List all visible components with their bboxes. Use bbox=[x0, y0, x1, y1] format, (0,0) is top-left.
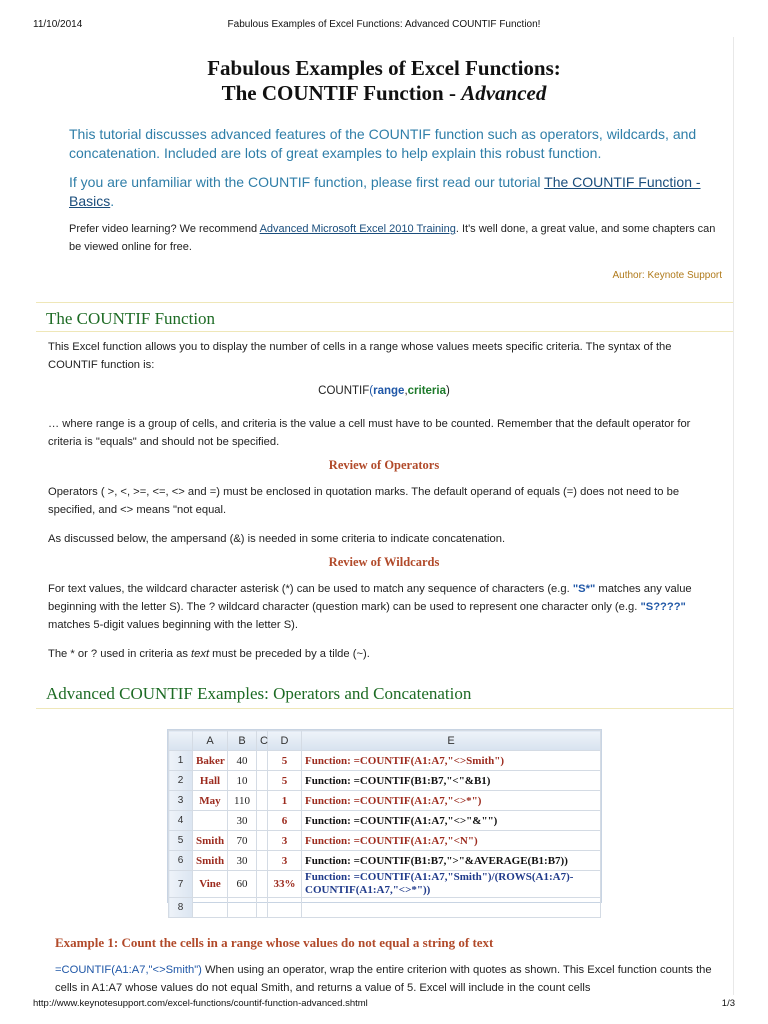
tilde-text: must be preceded by a tilde (~). bbox=[209, 648, 370, 660]
syntax-range: range bbox=[373, 385, 405, 397]
wildcards-paragraph bbox=[48, 580, 720, 634]
cell-name bbox=[193, 898, 228, 918]
select-all-corner bbox=[169, 731, 193, 751]
wildcard-example-s-star: "S*" bbox=[572, 583, 596, 595]
tilde-text-italic: text bbox=[191, 648, 210, 660]
cell-result: 5 bbox=[268, 751, 302, 771]
cell-result: 1 bbox=[268, 791, 302, 811]
row-number: 1 bbox=[169, 751, 193, 771]
cell-value: 70 bbox=[228, 831, 257, 851]
page-title-line2 bbox=[0, 81, 768, 106]
cell-empty bbox=[257, 831, 268, 851]
spreadsheet-row bbox=[169, 851, 601, 871]
spreadsheet-row bbox=[169, 898, 601, 918]
print-page-number: 1/3 bbox=[721, 998, 735, 1009]
section-divider bbox=[36, 708, 733, 709]
spreadsheet-row bbox=[169, 771, 601, 791]
excel-training-link[interactable]: Advanced Microsoft Excel 2010 Training bbox=[259, 223, 456, 235]
row-number: 5 bbox=[169, 831, 193, 851]
cell-result: 33% bbox=[268, 871, 302, 898]
ampersand-paragraph: As discussed below, the ampersand (&) is needed in some criteria to indicate concatenation. bbox=[48, 533, 506, 545]
cell-empty bbox=[257, 791, 268, 811]
cell-result: 3 bbox=[268, 851, 302, 871]
intro-paragraph-3 bbox=[69, 220, 729, 256]
spreadsheet-row bbox=[169, 811, 601, 831]
wildcard-example-s-question: "S????" bbox=[640, 601, 686, 613]
author-credit: Author: Keynote Support bbox=[612, 270, 722, 281]
intro-p3-text: Prefer video learning? We recommend bbox=[69, 223, 260, 235]
spreadsheet-row bbox=[169, 831, 601, 851]
column-header: E bbox=[302, 731, 601, 751]
cell-function bbox=[302, 898, 601, 918]
column-header: C bbox=[257, 731, 268, 751]
cell-result: 6 bbox=[268, 811, 302, 831]
intro-p3-end: . It's well done, a great value, and some chapters can be viewed online for free. bbox=[69, 223, 716, 253]
cell-empty bbox=[257, 751, 268, 771]
section-heading-countif: The COUNTIF Function bbox=[46, 309, 216, 328]
section-divider bbox=[36, 302, 733, 303]
cell-name: Baker bbox=[193, 751, 228, 771]
cell-name: Smith bbox=[193, 851, 228, 871]
cell-value: 30 bbox=[228, 811, 257, 831]
example-1-text bbox=[55, 961, 720, 997]
row-number: 3 bbox=[169, 791, 193, 811]
cell-empty bbox=[257, 771, 268, 791]
page-title-line1: Fabulous Examples of Excel Functions: bbox=[207, 56, 561, 80]
cell-value bbox=[228, 898, 257, 918]
tilde-text: The * or ? used in criteria as bbox=[48, 648, 192, 660]
column-header: A bbox=[193, 731, 228, 751]
cell-result: 5 bbox=[268, 771, 302, 791]
cell-empty bbox=[257, 811, 268, 831]
cell-name: May bbox=[193, 791, 228, 811]
page-title bbox=[0, 56, 768, 106]
intro-p2-text: If you are unfamiliar with the COUNTIF function, please first read our tutorial bbox=[69, 174, 545, 190]
cell-function: Function: =COUNTIF(A1:A7,"<N") bbox=[302, 831, 601, 851]
spreadsheet-table bbox=[168, 730, 601, 918]
row-number: 4 bbox=[169, 811, 193, 831]
cell-value: 40 bbox=[228, 751, 257, 771]
syntax-criteria: criteria bbox=[407, 385, 446, 397]
example-1-explanation: When using an operator, wrap the entire criterion with quotes as shown. This Excel function counts the cells in A1:A7 whose values do not equal Smith, and returns a value of 5. Excel will include in the count cells bbox=[55, 964, 712, 994]
print-footer bbox=[0, 995, 768, 1024]
cell-result: 3 bbox=[268, 831, 302, 851]
cell-function: Function: =COUNTIF(B1:B7,"<"&B1) bbox=[302, 771, 601, 791]
syntax-function-name: COUNTIF bbox=[318, 385, 370, 397]
spreadsheet-row bbox=[169, 871, 601, 898]
tilde-paragraph bbox=[48, 645, 720, 663]
example-1-code: =COUNTIF(A1:A7,"<>Smith") bbox=[55, 964, 202, 976]
wildcards-heading: Review of Wildcards bbox=[328, 555, 440, 569]
cell-result bbox=[268, 898, 302, 918]
cell-name: Vine bbox=[193, 871, 228, 898]
spreadsheet-row bbox=[169, 791, 601, 811]
section-heading-advanced-examples: Advanced COUNTIF Examples: Operators and Concatenation bbox=[46, 684, 472, 703]
cell-function: Function: =COUNTIF(A1:A7,"Smith")/(ROWS(A1:A7)-COUNTIF(A1:A7,"<>*")) bbox=[302, 871, 601, 898]
print-header bbox=[0, 0, 768, 28]
intro-p2-end: . bbox=[110, 193, 115, 209]
row-number: 7 bbox=[169, 871, 193, 898]
countif-basics-link[interactable]: The COUNTIF Function - Basics bbox=[69, 174, 701, 209]
intro-paragraph-1: This tutorial discusses advanced features of the COUNTIF function such as operators, wildcards, and concatenation. Included are lots of great examples to help explain this robust function. bbox=[69, 126, 697, 161]
operators-paragraph: Operators ( >, <, >=, <=, <> and =) must be enclosed in quotation marks. The default operand of equals (=) does not need to be specified, and <> means "not equal. bbox=[48, 486, 680, 516]
column-header: B bbox=[228, 731, 257, 751]
cell-empty bbox=[257, 851, 268, 871]
cell-value: 60 bbox=[228, 871, 257, 898]
syntax-close-paren: ) bbox=[446, 385, 450, 397]
page-title-advanced: Advanced bbox=[461, 81, 547, 105]
row-number: 8 bbox=[169, 898, 193, 918]
cell-function: Function: =COUNTIF(A1:A7,"<>*") bbox=[302, 791, 601, 811]
cell-function: Function: =COUNTIF(B1:B7,">"&AVERAGE(B1:B7)) bbox=[302, 851, 601, 871]
cell-name: Hall bbox=[193, 771, 228, 791]
cell-name: Smith bbox=[193, 831, 228, 851]
syntax-open-paren: ( bbox=[369, 385, 374, 397]
print-url: http://www.keynotesupport.com/excel-functions/countif-function-advanced.shtml bbox=[33, 998, 368, 1009]
cell-function: Function: =COUNTIF(A1:A7,"<>Smith") bbox=[302, 751, 601, 771]
wildcards-text: For text values, the wildcard character asterisk (*) can be used to match any sequence of characters (e.g. bbox=[48, 583, 573, 595]
syntax-comma: , bbox=[404, 385, 408, 397]
cell-empty bbox=[257, 898, 268, 918]
cell-value: 30 bbox=[228, 851, 257, 871]
countif-syntax bbox=[0, 385, 768, 397]
page-title-line2-text: The COUNTIF Function - bbox=[221, 81, 462, 105]
spreadsheet-header-row bbox=[169, 731, 601, 751]
spreadsheet-row bbox=[169, 751, 601, 771]
cell-empty bbox=[257, 871, 268, 898]
print-title: Fabulous Examples of Excel Functions: Advanced COUNTIF Function! bbox=[227, 19, 541, 30]
spreadsheet-image bbox=[167, 729, 602, 913]
section-divider bbox=[36, 331, 733, 332]
row-number: 6 bbox=[169, 851, 193, 871]
print-date: 11/10/2014 bbox=[33, 19, 83, 30]
column-header: D bbox=[268, 731, 302, 751]
cell-value: 10 bbox=[228, 771, 257, 791]
range-criteria-explanation: … where range is a group of cells, and criteria is the value a cell must have to be counted. Remember that the default operator for criteria is "equals" and should not be specified. bbox=[48, 418, 691, 448]
intro-paragraph-2 bbox=[69, 173, 729, 211]
cell-function: Function: =COUNTIF(A1:A7,"<>"&"") bbox=[302, 811, 601, 831]
operators-heading: Review of Operators bbox=[328, 458, 440, 472]
cell-value: 110 bbox=[228, 791, 257, 811]
wildcards-text: matches any value beginning with the letter S). The ? wildcard character (question mark) can be used to represent one character only (e.g. bbox=[48, 583, 692, 613]
row-number: 2 bbox=[169, 771, 193, 791]
example-1-heading: Example 1: Count the cells in a range whose values do not equal a string of text bbox=[55, 935, 494, 950]
wildcards-text: matches 5-digit values beginning with the letter S). bbox=[48, 619, 298, 631]
countif-description: This Excel function allows you to display the number of cells in a range whose values meets specific criteria. The syntax of the COUNTIF function is: bbox=[48, 341, 672, 371]
cell-name bbox=[193, 811, 228, 831]
